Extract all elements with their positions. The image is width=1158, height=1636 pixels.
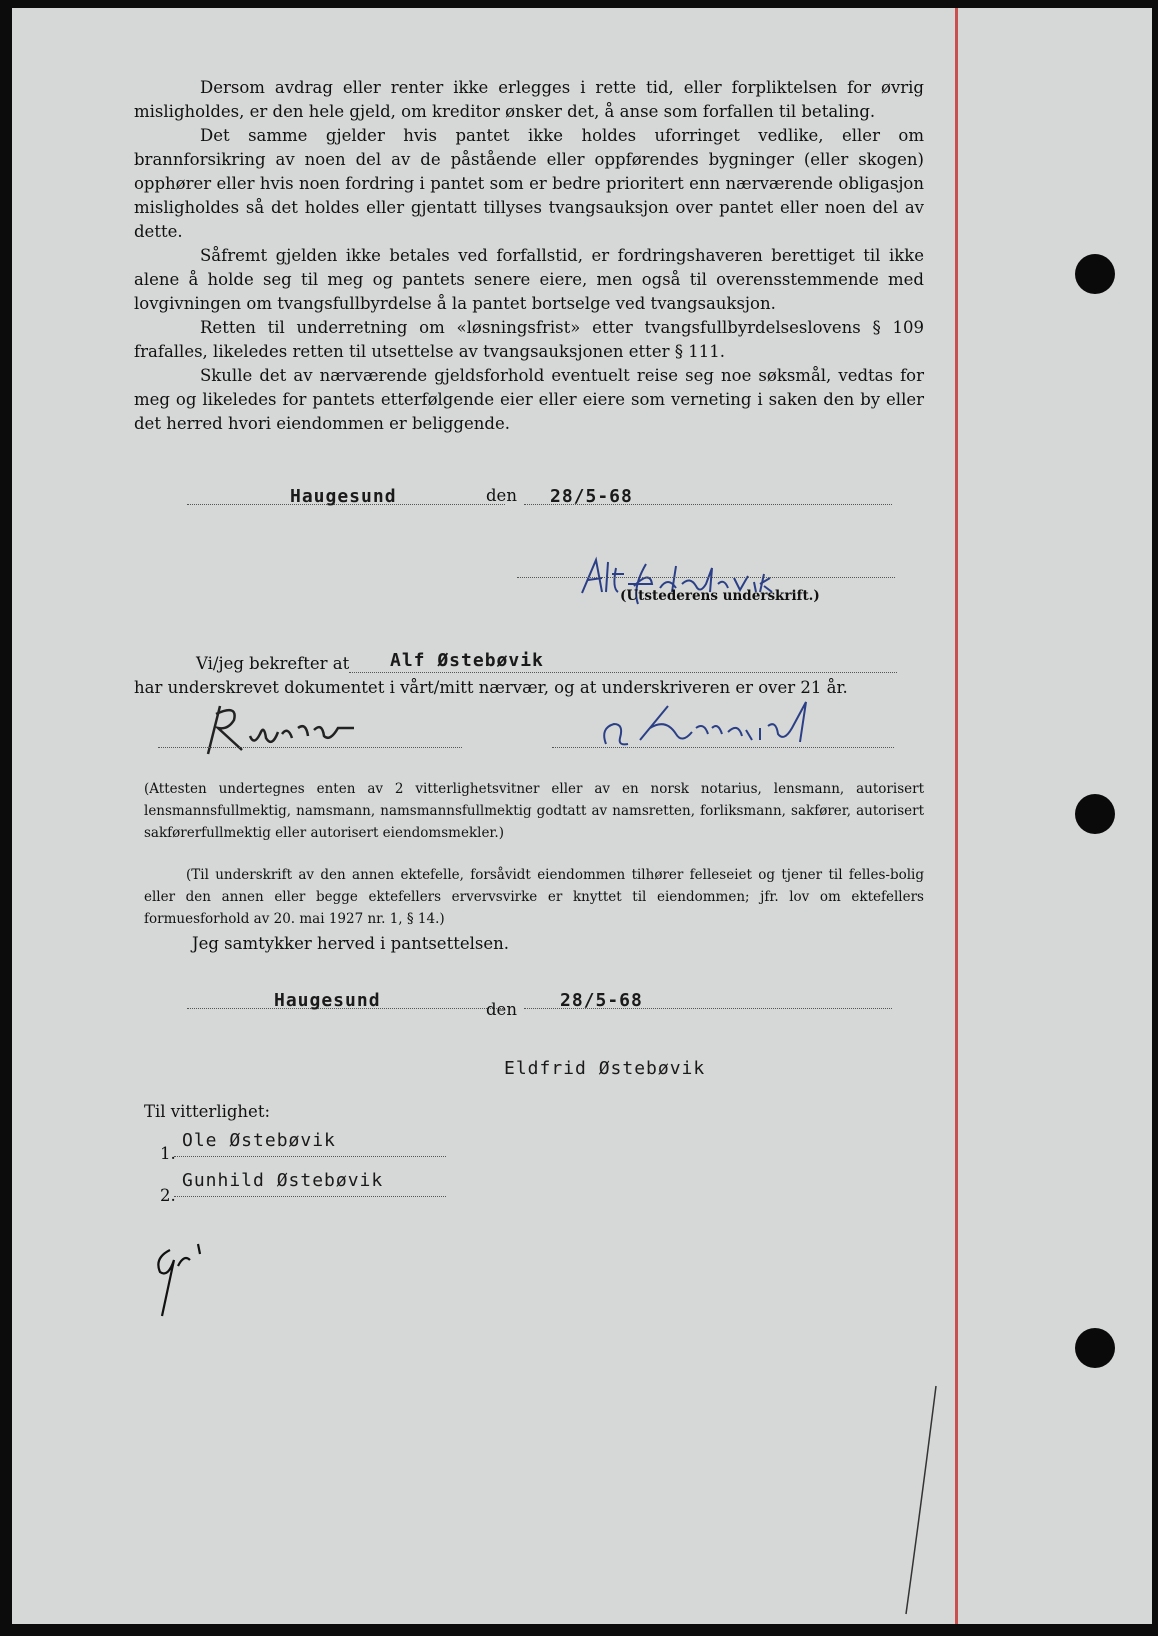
place-2: Haugesund bbox=[274, 990, 381, 1011]
witness-name-line bbox=[174, 1156, 446, 1157]
signature-line bbox=[517, 577, 895, 578]
confirm-statement: har underskrevet dokumentet i vårt/mitt nærvær, og at underskriveren er over 21 år. bbox=[134, 678, 848, 697]
terms-text bbox=[134, 76, 924, 436]
confirm-label: Vi/jeg bekrefter at bbox=[196, 654, 350, 673]
terms-paragraph: Såfremt gjelden ikke betales ved forfallstid, er fordringshaveren berettiget til ikke alene å holde seg til meg og pantets senere eiere, men også til overensstemmende med lovgivningen om tvangsfullbyrdelse å la pantet bortselge ved tvangsauksjon. bbox=[134, 246, 924, 313]
terms-paragraph: Retten til underretning om «løsningsfrist» etter tvangsfullbyrdelseslovens § 109 frafalles, likeledes retten til utsettelse av tvangsauksjonen etter § 111. bbox=[134, 318, 924, 361]
terms-paragraph: Dersom avdrag eller renter ikke erlegges i rette tid, eller forpliktelsen for øvrig misligholdes, er den hele gjeld, om kreditor ønsker det, å anse som forfallen til betaling. bbox=[134, 78, 924, 121]
confirm-line bbox=[349, 672, 897, 673]
date-1: 28/5-68 bbox=[550, 486, 633, 507]
witness-name-2: Gunhild Østebøvik bbox=[182, 1170, 384, 1191]
consent-text: Jeg samtykker herved i pantsettelsen. bbox=[192, 934, 509, 953]
punch-hole bbox=[1075, 794, 1115, 834]
place-1: Haugesund bbox=[290, 486, 397, 507]
witness-name-1: Ole Østebøvik bbox=[182, 1130, 336, 1151]
punch-hole bbox=[1075, 254, 1115, 294]
witness-line-1 bbox=[158, 747, 462, 748]
issuer-signature-caption: (Utstederens underskrift.) bbox=[620, 588, 820, 604]
den-label-1: den bbox=[486, 486, 517, 505]
witness-signature-1 bbox=[198, 698, 418, 758]
terms-paragraph: Skulle det av nærværende gjeldsforhold eventuelt reise seg noe søksmål, vedtas for meg og likeledes for pantets etterfølgende eier eller eiere som verneting i saken den by eller det herred hvori eiendommen er beliggende. bbox=[134, 366, 924, 433]
spouse-note: (Til underskrift av den annen ektefelle, forsåvidt eiendommen tilhører felleseiet og tjener til felles-bolig eller den annen eller begge ektefellers ervervsvirke er knyttet til eiendommen; jfr. lov om ektefellers formuesforhold av 20. mai 1927 nr. 1, § 14.) bbox=[144, 867, 924, 927]
den-label-2: den bbox=[486, 1000, 517, 1019]
witness-number-1: 1. bbox=[160, 1144, 176, 1163]
witness-heading: Til vitterlighet: bbox=[144, 1102, 271, 1121]
confirmed-name: Alf Østebøvik bbox=[390, 650, 544, 671]
attest-note: (Attesten undertegnes enten av 2 vitterlighetsvitner eller av en norsk notarius, lensmann, autorisert lensmannsfullmektig, namsmann, namsmannsfullmektig godtatt av namsretten, forliksmann, sakfører, autorisert sakførerfullmektig eller autorisert eiendomsmekler.) bbox=[144, 781, 924, 841]
initials-mark bbox=[144, 1230, 214, 1320]
witness-name-line bbox=[174, 1196, 446, 1197]
margin-line bbox=[955, 8, 958, 1624]
date-2: 28/5-68 bbox=[560, 990, 643, 1011]
margin-pen-stroke bbox=[892, 1378, 952, 1624]
spouse-name: Eldfrid Østebøvik bbox=[504, 1058, 706, 1079]
witness-number-2: 2. bbox=[160, 1186, 176, 1205]
terms-paragraph: Det samme gjelder hvis pantet ikke holdes uforringet vedlike, eller om brannforsikring av noen del av de påstående eller oppførendes bygninger (eller skogen) opphører eller hvis noen fordring i pantet som er bedre prioritert enn nærværende obligasjon misligholdes så det holdes eller gjentatt tillyses tvangsauksjon over pantet eller noen del av dette. bbox=[134, 126, 924, 241]
document-page bbox=[12, 8, 1152, 1624]
witness-line-2 bbox=[552, 747, 894, 748]
punch-hole bbox=[1075, 1328, 1115, 1368]
